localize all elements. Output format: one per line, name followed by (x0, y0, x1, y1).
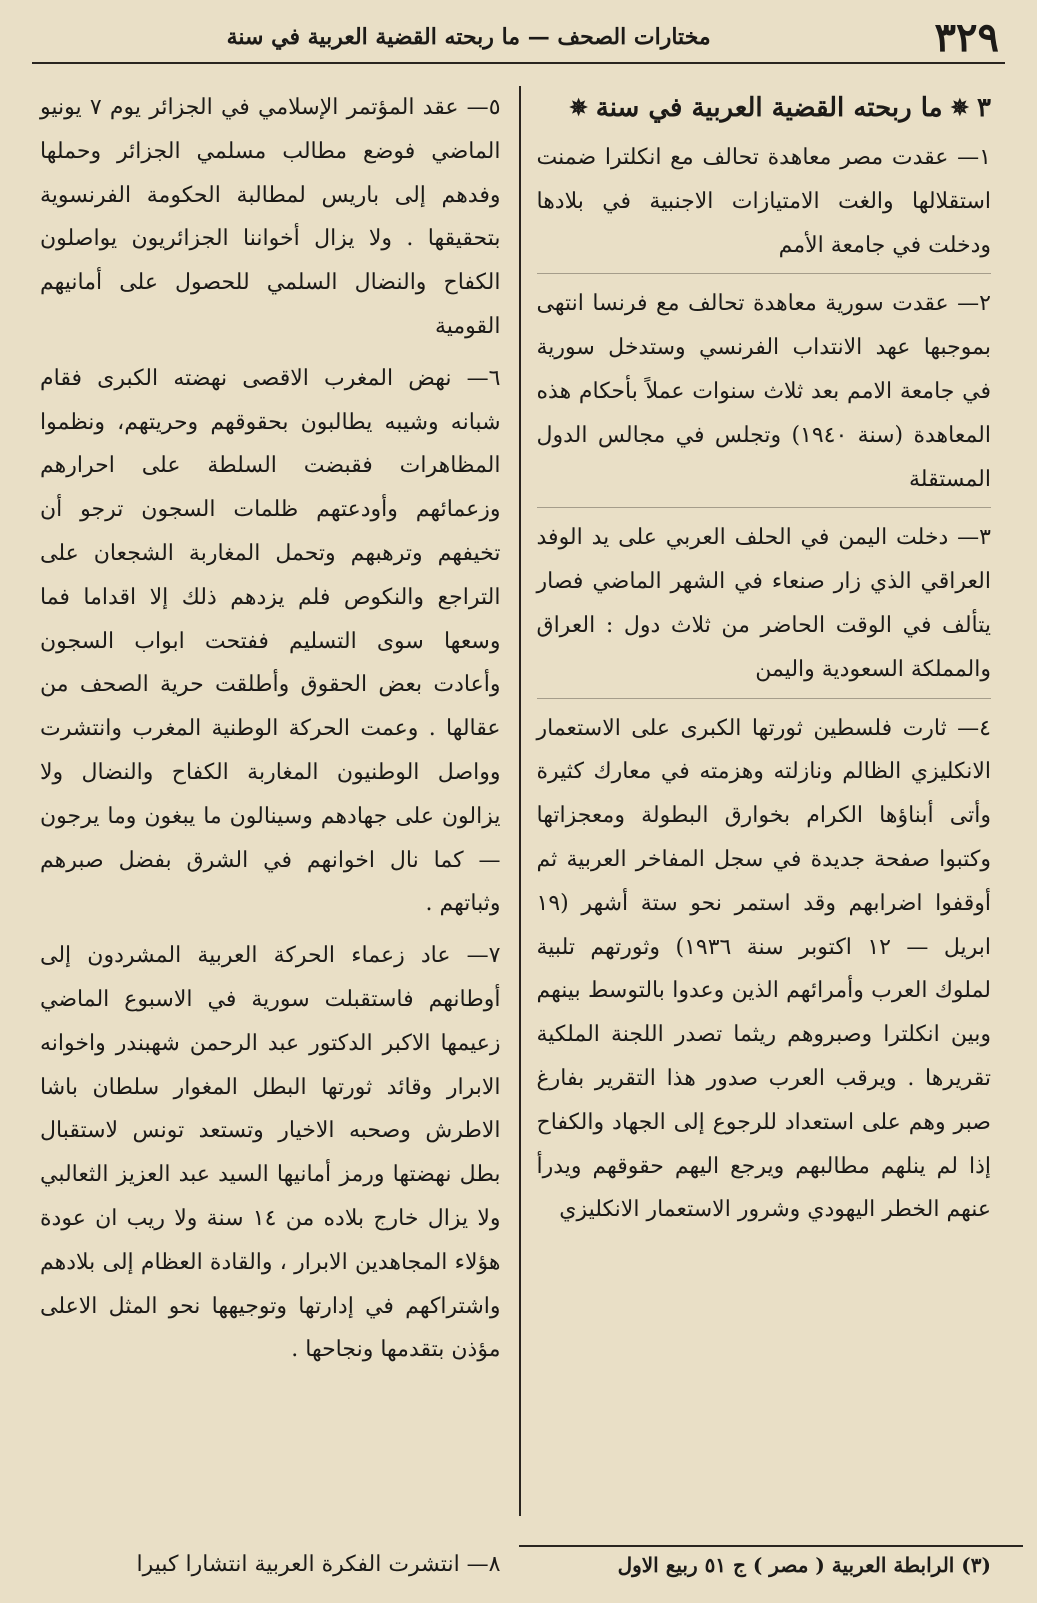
page-number: ٣٢٩ (934, 13, 999, 61)
running-header (32, 12, 1005, 64)
page-footer (14, 1545, 1023, 1585)
section-number: ٣ (977, 93, 991, 123)
list-item: ٤— ثارت فلسطين ثورتها الكبرى على الاستعمار الانكليزي الظالم ونازلته وهزمته في معارك كثيرة وأتى أبناؤها الكرام بخوارق البطولة ومعجزاتها وكتبوا صفحة جديدة في سجل المفاخر العربية ثم أوقفوا اضرابهم وقد استمر نحو ستة أشهر (١٩ ابريل — ١٢ اكتوبر سنة ١٩٣٦) وثورتهم تلبية لملوك العرب وأمرائهم الذين وعدوا بالتوسط بينهم وبين انكلترا وصبروهم ريثما تصدر اللجنة الملكية تقريرها . ويرقب العرب صدور هذا التقرير بفارغ صبر وهم على استعداد للرجوع إلى الجهاد والكفاح إذا لم ينلهم مطالبهم ويرجع اليهم حقوقهم ويدرأ عنهم الخطر اليهودي وشرور الاستعمار الانكليزي (536, 715, 991, 1223)
section-title: ما ربحته القضية العربية في سنة (595, 93, 943, 123)
section-heading (537, 90, 992, 126)
running-title: مختارات الصحف — ما ربحته القضية العربية في سنة (226, 24, 711, 50)
star-ornament-icon: ✵ (950, 95, 970, 121)
column-divider (519, 86, 521, 1516)
star-ornament-icon: ✵ (569, 95, 588, 121)
list-item: ٢— عقدت سورية معاهدة تحالف مع فرنسا انتهى بموجبها عهد الانتداب الفرنسي وستدخل سورية في جامعة الامم بعد ثلاث سنوات عملاً بأحكام هذه المعاهدة (سنة ١٩٤٠) وتجلس في مجالس الدول المستقلة (537, 282, 992, 508)
right-column (519, 86, 1024, 1526)
list-item: ٣— دخلت اليمن في الحلف العربي على يد الوفد العراقي الذي زار صنعاء في الشهر الماضي فصار يتألف في الوقت الحاضر من ثلاث دول : العراق والمملكة السعودية واليمن (537, 516, 992, 698)
article-columns (14, 86, 1023, 1526)
continued-text: ٨— انتشرت الفكرة العربية انتشارا كبيرا (136, 1552, 501, 1577)
list-item: ٧— عاد زعماء الحركة العربية المشردون إلى أوطانهم فاستقبلت سورية في الاسبوع الماضي زعيمها الاكبر الدكتور عبد الرحمن شهبندر واخوانه الابرار وقائد ثورتها البطل المغوار سلطان باشا الاطرش وصحبه الاخيار وتستعد تونس لاستقبال بطل نهضتها ورمز أمانيها السيد عبد العزيز الثعالبي ولا يزال خارج بلاده من ١٤ سنة ولا ريب ان عودة هؤلاء المجاهدين الابرار ، والقادة العظام إلى بلادهم واشتراكهم في إدارتها وتوجيهها نحو المثل الاعلى مؤذن بتقدمها ونجاحها . (40, 943, 501, 1363)
issue-note: (٣) الرابطة العربية ( مصر ) ج ٥١ ربيع الاول (519, 1545, 1024, 1585)
list-item: ٦— نهض المغرب الاقصى نهضته الكبرى فقام شبانه وشيبه يطالبون بحقوقهم وحريتهم، ونظموا المظاهرات فقبضت السلطة على احرارهم وزعمائهم وأودعتهم ظلمات السجون ترجو أن تخيفهم وترهبهم وتحمل المغاربة الشجعان على التراجع والنكوص فلم يزدهم ذلك إلا اقداما فما وسعها سوى التسليم ففتحت ابواب السجون وأعادت بعض الحقوق وأطلقت حرية الصحف من عقالها . وعمت الحركة الوطنية المغرب وانتشرت وواصل الوطنيون المغاربة الكفاح والنضال ولا يزالون على جهادهم وسينالون ما يبغون وما يرجون — كما نال اخوانهم في الشرق بفضل صبرهم وثباتهم . (40, 365, 501, 917)
list-item: ١— عقدت مصر معاهدة تحالف مع انكلترا ضمنت استقلالها والغت الامتيازات الاجنبية في بلادها ودخلت في جامعة الأمم (537, 136, 992, 274)
left-column (14, 86, 519, 1526)
list-item: ٥— عقد المؤتمر الإسلامي في الجزائر يوم ٧ يونيو الماضي فوضع مطالب مسلمي الجزائر وحملها وفدهم إلى باريس لمطالبة الحكومة الفرنسوية بتحقيقها . ولا يزال أخواننا الجزائريون يواصلون الكفاح والنضال السلمي للحصول على أمانيهم القومية (40, 95, 501, 339)
